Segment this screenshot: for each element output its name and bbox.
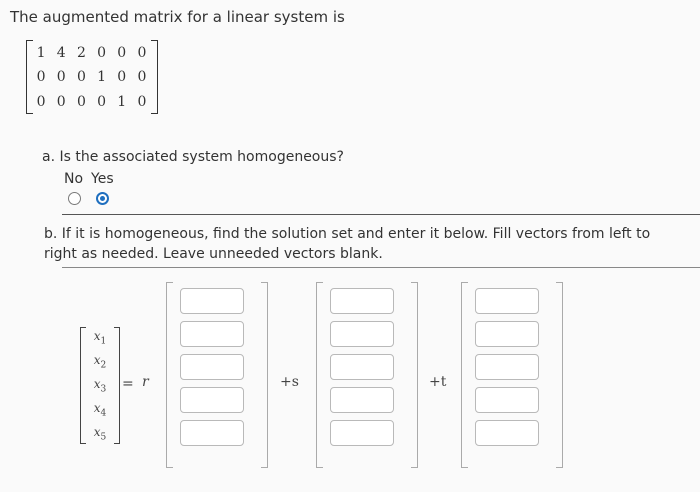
vector-3-entry-3[interactable]	[475, 354, 539, 380]
matrix-right-bracket	[151, 40, 158, 114]
matrix-cell: 0	[97, 45, 107, 62]
matrix-cell: 0	[56, 93, 66, 110]
matrix-cell: 0	[97, 93, 107, 110]
variable-entry	[94, 425, 107, 442]
matrix-cell: 2	[76, 45, 86, 62]
variable-vector-right-bracket	[114, 327, 120, 444]
vector-left-bracket	[461, 282, 468, 468]
vector-3-entry-5[interactable]	[475, 420, 539, 446]
vector-right-bracket	[556, 282, 563, 468]
divider	[62, 267, 700, 268]
variable-base: x	[93, 352, 101, 367]
vector-1-entry-5[interactable]	[180, 420, 244, 446]
matrix-cell: 0	[56, 69, 66, 86]
matrix-cell: 0	[137, 69, 147, 86]
vector-2-entry-1[interactable]	[330, 288, 394, 314]
vector-2-entry-3[interactable]	[330, 354, 394, 380]
matrix-cell: 0	[117, 45, 127, 62]
vector-1-entry-1[interactable]	[180, 288, 244, 314]
solution-vector-2	[316, 282, 418, 468]
matrix-cell: 1	[97, 69, 107, 86]
matrix-cell: 1	[36, 45, 46, 62]
option-yes-label: Yes	[91, 171, 114, 187]
radio-no[interactable]	[68, 192, 81, 205]
variable-subscript: 2	[100, 360, 107, 371]
variable-subscript: 3	[100, 384, 107, 395]
vector-2-entry-5[interactable]	[330, 420, 394, 446]
vector-left-bracket	[316, 282, 323, 468]
matrix-cell: 4	[56, 45, 66, 62]
variable-entry	[94, 329, 107, 346]
variable-vector	[80, 327, 120, 444]
vector-2-entry-4[interactable]	[330, 387, 394, 413]
parameter-r: r	[142, 374, 149, 390]
solution-vector-1	[166, 282, 268, 468]
matrix-cell: 0	[137, 45, 147, 62]
vector-left-bracket	[166, 282, 173, 468]
divider	[62, 214, 700, 215]
equals-sign: =	[122, 376, 134, 392]
parameter-s: +s	[280, 374, 299, 390]
parameter-t: +t	[429, 374, 447, 390]
variable-entry	[94, 377, 107, 394]
variable-subscript: 4	[100, 408, 107, 419]
vector-1-entry-3[interactable]	[180, 354, 244, 380]
vector-1-entry-4[interactable]	[180, 387, 244, 413]
variable-base: x	[93, 329, 101, 343]
radio-yes[interactable]	[96, 192, 109, 205]
solution-vector-3	[461, 282, 563, 468]
vector-3-entry-1[interactable]	[475, 288, 539, 314]
question-a: a. Is the associated system homogeneous?	[42, 149, 344, 165]
matrix-cell: 0	[36, 69, 46, 86]
matrix-cell: 0	[137, 93, 147, 110]
variable-entry	[94, 353, 107, 370]
variable-base: x	[93, 376, 101, 391]
matrix-cell: 0	[117, 69, 127, 86]
vector-right-bracket	[411, 282, 418, 468]
matrix-cell: 1	[117, 93, 127, 110]
matrix-cell: 0	[36, 93, 46, 110]
matrix-cell: 0	[76, 69, 86, 86]
radio-labels	[64, 171, 114, 187]
vector-right-bracket	[261, 282, 268, 468]
vector-1-entry-2[interactable]	[180, 321, 244, 347]
question-b: b. If it is homogeneous, find the solution set and enter it below. Fill vectors from left to right as needed. Leave unneeded vectors blank.	[44, 226, 651, 262]
augmented-matrix	[26, 40, 158, 114]
option-no-label: No	[64, 171, 84, 187]
problem-intro: The augmented matrix for a linear system is	[10, 8, 345, 26]
vector-3-entry-4[interactable]	[475, 387, 539, 413]
vector-2-entry-2[interactable]	[330, 321, 394, 347]
variable-base: x	[93, 424, 101, 439]
variable-subscript: 5	[100, 431, 107, 442]
matrix-cell: 0	[76, 93, 86, 110]
variable-subscript: 1	[100, 336, 107, 347]
variable-base: x	[93, 400, 101, 415]
vector-3-entry-2[interactable]	[475, 321, 539, 347]
variable-entry	[94, 401, 107, 418]
